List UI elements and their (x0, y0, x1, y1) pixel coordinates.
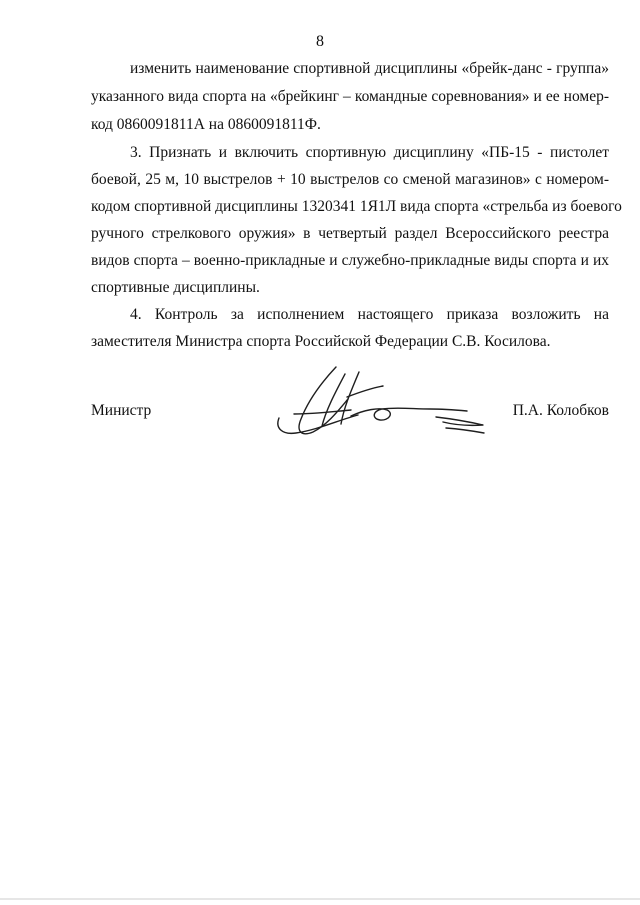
handwritten-signature (268, 364, 490, 442)
continued-paragraph-line-1: изменить наименование спортивной дисциплины «брейк-данс - группа» (130, 60, 609, 77)
paragraph-3-line-4: ручного стрелкового оружия» в четвертый раздел Всероссийского реестра (91, 225, 609, 242)
paragraph-3-line-3: кодом спортивной дисциплины 1320341 1Я1Л вида спорта «стрельба из боевого (91, 198, 622, 215)
continued-paragraph-line-2: указанного вида спорта на «брейкинг – командные соревнования» и ее номер- (91, 88, 609, 105)
paragraph-3-line-5: видов спорта – военно-прикладные и служебно-прикладные виды спорта и их (91, 252, 609, 269)
paragraph-4-line-1: 4. Контроль за исполнением настоящего приказа возложить на (130, 306, 609, 323)
position-title: Министр (91, 402, 152, 419)
paragraph-4-line-2: заместителя Министра спорта Российской Федерации С.В. Косилова. (91, 333, 551, 350)
paragraph-3-line-1: 3. Признать и включить спортивную дисциплину «ПБ-15 - пистолет (130, 144, 609, 161)
signatory-name: П.А. Колобков (512, 402, 609, 419)
paragraph-3-line-2: боевой, 25 м, 10 выстрелов + 10 выстрелов со сменой магазинов» с номером- (91, 171, 609, 188)
continued-paragraph-line-3: код 0860091811А на 0860091811Ф. (91, 116, 321, 133)
bottom-scan-edge (0, 898, 640, 900)
signature-block (0, 400, 640, 440)
paragraph-3-line-6: спортивные дисциплины. (91, 279, 260, 296)
page-number: 8 (316, 33, 324, 50)
